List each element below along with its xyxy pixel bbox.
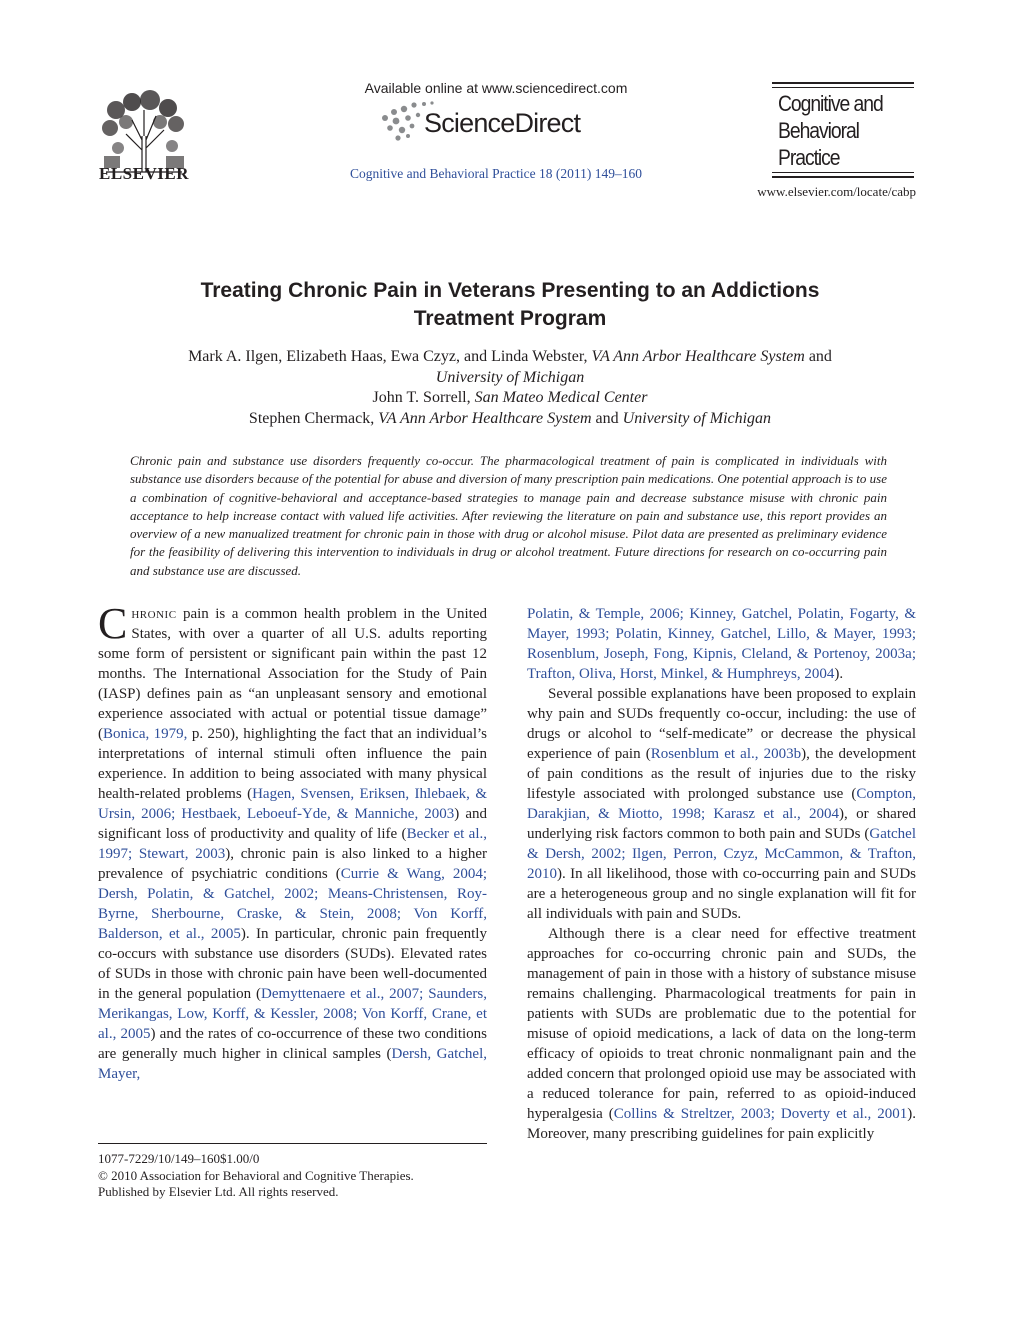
text-run: ), the development of pain conditions as the result of injuries due to the risky lifestyle associated with prolonged substance use ( <box>527 746 916 802</box>
text-run: ), or shared underlying risk factors common to both pain and SUDs ( <box>527 806 916 842</box>
citation-link[interactable]: Demyttenaere et al., 2007; Saunders, Merikangas, Low, Korff, & Kessler, 2008; Von Korff, Crane, et al., 2005 <box>98 986 487 1042</box>
journal-title-line: Cognitive and <box>778 91 883 116</box>
citation-link[interactable]: Rosenblum et al., 2003b <box>650 746 802 762</box>
citation-link[interactable]: Polatin, & Temple, 2006; Kinney, Gatchel, Polatin, Fogarty, & Mayer, 1993; Polatin, Kinney, Gatchel, Lillo, & Mayer, 1993; Rosenblum, Joseph, Fong, Kipnis, Cleland, & Portenoy, 2003a; Trafton, Oliva, Horst, Minkel, & Humphreys, 2004 <box>527 606 916 682</box>
text-run: Although there is a clear need for effective treatment approaches for co-occurring chronic pain and SUDs, the management of pain in those with a history of substance misuse remains challenging. Pharmacological treatments for pain in patients with SUDs are problematic due to the potential for misuse of opioid medications, a lack of data on the long-term efficacy of opioids to treat chronic nonmalignant pain and the added concern that prolonged opioid use may be associated with a reduced tolerance for pain, referred to as opioid-induced hyperalgesia ( <box>527 926 916 1122</box>
journal-citation[interactable]: Cognitive and Behavioral Practice 18 (2011) 149–160 <box>350 166 642 181</box>
paragraph <box>527 684 916 924</box>
text-run: ) and the rates of co-occurrence of these two conditions are generally much higher in clinical samples ( <box>98 1026 487 1062</box>
title-line: Treatment Program <box>413 307 607 330</box>
title-line: Treating Chronic Pain in Veterans Presenting to an Addictions <box>200 279 820 302</box>
text-run: ). Moreover, many prescribing guidelines for pain explicitly <box>527 1106 916 1142</box>
conjunction: and <box>595 409 619 427</box>
article-title <box>110 277 910 333</box>
body-column-left <box>98 599 488 1084</box>
footnote-line: 1077-7229/10/149–160$1.00/0 <box>98 1151 260 1166</box>
paragraph <box>527 604 916 684</box>
text-run: p. 250), highlighting the fact that an individual’s interpretations of internal stimuli often influence the pain experience. In addition to being associated with many physical health-related problems ( <box>98 726 487 802</box>
drop-cap: C <box>98 599 128 648</box>
affiliation: University of Michigan <box>435 368 585 386</box>
author-names: Mark A. Ilgen, Elizabeth Haas, Ewa Czyz, and Linda Webster, <box>188 348 588 365</box>
text-run: ), chronic pain is also linked to a higher prevalence of psychiatric conditions ( <box>98 846 487 882</box>
conjunction: and <box>808 348 832 365</box>
text-run: ). In particular, chronic pain frequently co-occurs with substance use disorders (SUDs). Elevated rates of SUDs in those with chronic pain have been well-documented in the general population ( <box>98 926 487 1002</box>
affiliation: University of Michigan <box>622 409 772 427</box>
author-block <box>110 347 910 429</box>
affiliation: VA Ann Arbor Healthcare System <box>378 409 592 427</box>
citation-link[interactable]: Becker et al., 1997; Stewart, 2003 <box>98 826 488 862</box>
text-run: ). In all likelihood, those with co-occurring pain and SUDs are a heterogeneous group and no single explanation will fit for all individuals with pain and SUDs. <box>527 866 916 922</box>
citation-link[interactable]: Gatchel & Dersh, 2002; Ilgen, Perron, Czyz, McCammon, & Trafton, 2010 <box>527 826 916 882</box>
affiliation: VA Ann Arbor Healthcare System <box>591 348 805 365</box>
text-run: Several possible explanations have been proposed to explain why pain and SUDs frequently co-occur, including: the use of drugs or alcohol to “self-medicate” or decrease the physical experience of pain ( <box>527 686 916 762</box>
body-column-right <box>527 604 916 1144</box>
journal-url[interactable]: www.elsevier.com/locate/cabp <box>757 184 916 199</box>
citation-link[interactable]: Currie & Wang, 2004; Dersh, Polatin, & Gatchel, 2002; Means-Christensen, Roy-Byrne, Sherbourne, Craske, & Stein, 2008; Von Korff, Balderson, et al., 2005 <box>98 866 487 942</box>
author-names: Stephen Chermack, <box>248 409 375 427</box>
journal-title-logo <box>772 82 914 178</box>
citation-link[interactable]: Hagen, Svensen, Eriksen, Ihlebaek, & Ursin, 2006; Hestbaek, Leboeuf-Yde, & Manniche, 2003 <box>98 786 487 822</box>
copyright-footnote <box>98 1151 487 1201</box>
citation-link[interactable]: Compton, Darakjian, & Miotto, 1998; Karasz et al., 2004 <box>527 786 916 822</box>
paragraph <box>527 924 916 1144</box>
citation-link[interactable]: Collins & Streltzer, 2003; Doverty et al., 2001 <box>613 1106 908 1122</box>
publisher-name: ELSEVIER <box>99 164 189 183</box>
footnote-divider <box>98 1143 487 1144</box>
footnote-line: © 2010 Association for Behavioral and Cognitive Therapies. <box>98 1167 414 1183</box>
abstract-text: Chronic pain and substance use disorders frequently co-occur. The pharmacological treatment of pain is complicated in individuals with substance use disorders because of the potential for abuse and diversion of many prescription pain medications. One potential approach is to use a combination of cognitive-behavioral and acceptance-based strategies to manage pain and decrease substance misuse with chronic pain acceptance to help increase contact with valued life activities. After reviewing the literature on pain and substance use, this report provides an overview of a new manualized treatment for chronic pain in those with drug or alcohol misuse. Pilot data are presented as preliminary evidence for the feasibility of delivering this intervention to individuals in drug or alcohol treatment. Future directions for research on co-occurring pain and substance use are discussed. <box>130 453 887 578</box>
sciencedirect-wordmark: ScienceDirect <box>424 108 581 138</box>
footnote-line: Published by Elsevier Ltd. All rights reserved. <box>98 1184 339 1199</box>
small-caps-lead: hronic <box>131 606 177 622</box>
affiliation: San Mateo Medical Center <box>474 389 648 406</box>
author-names: John T. Sorrell, <box>372 389 471 406</box>
citation-link[interactable]: Bonica, 1979, <box>103 726 188 742</box>
text-run: pain is a common health problem in the United States, with over a quarter of all U.S. adults reporting some form of persistent or significant pain within the past 12 months. The International Association for the Study of Pain (IASP) defines pain as “an unpleasant sensory and emotional experience associated with actual or potential tissue damage” ( <box>98 606 487 742</box>
available-online-text[interactable]: Available online at www.sciencedirect.com <box>364 80 628 96</box>
journal-title-line: Behavioral <box>778 118 859 143</box>
journal-title-line: Practice <box>778 145 840 170</box>
citation-link[interactable]: Dersh, Gatchel, Mayer, <box>98 1046 487 1082</box>
abstract <box>130 452 887 580</box>
text-run: ). <box>834 666 844 682</box>
paragraph <box>98 599 488 1084</box>
text-run: ) and significant loss of productivity and quality of life ( <box>98 806 487 842</box>
